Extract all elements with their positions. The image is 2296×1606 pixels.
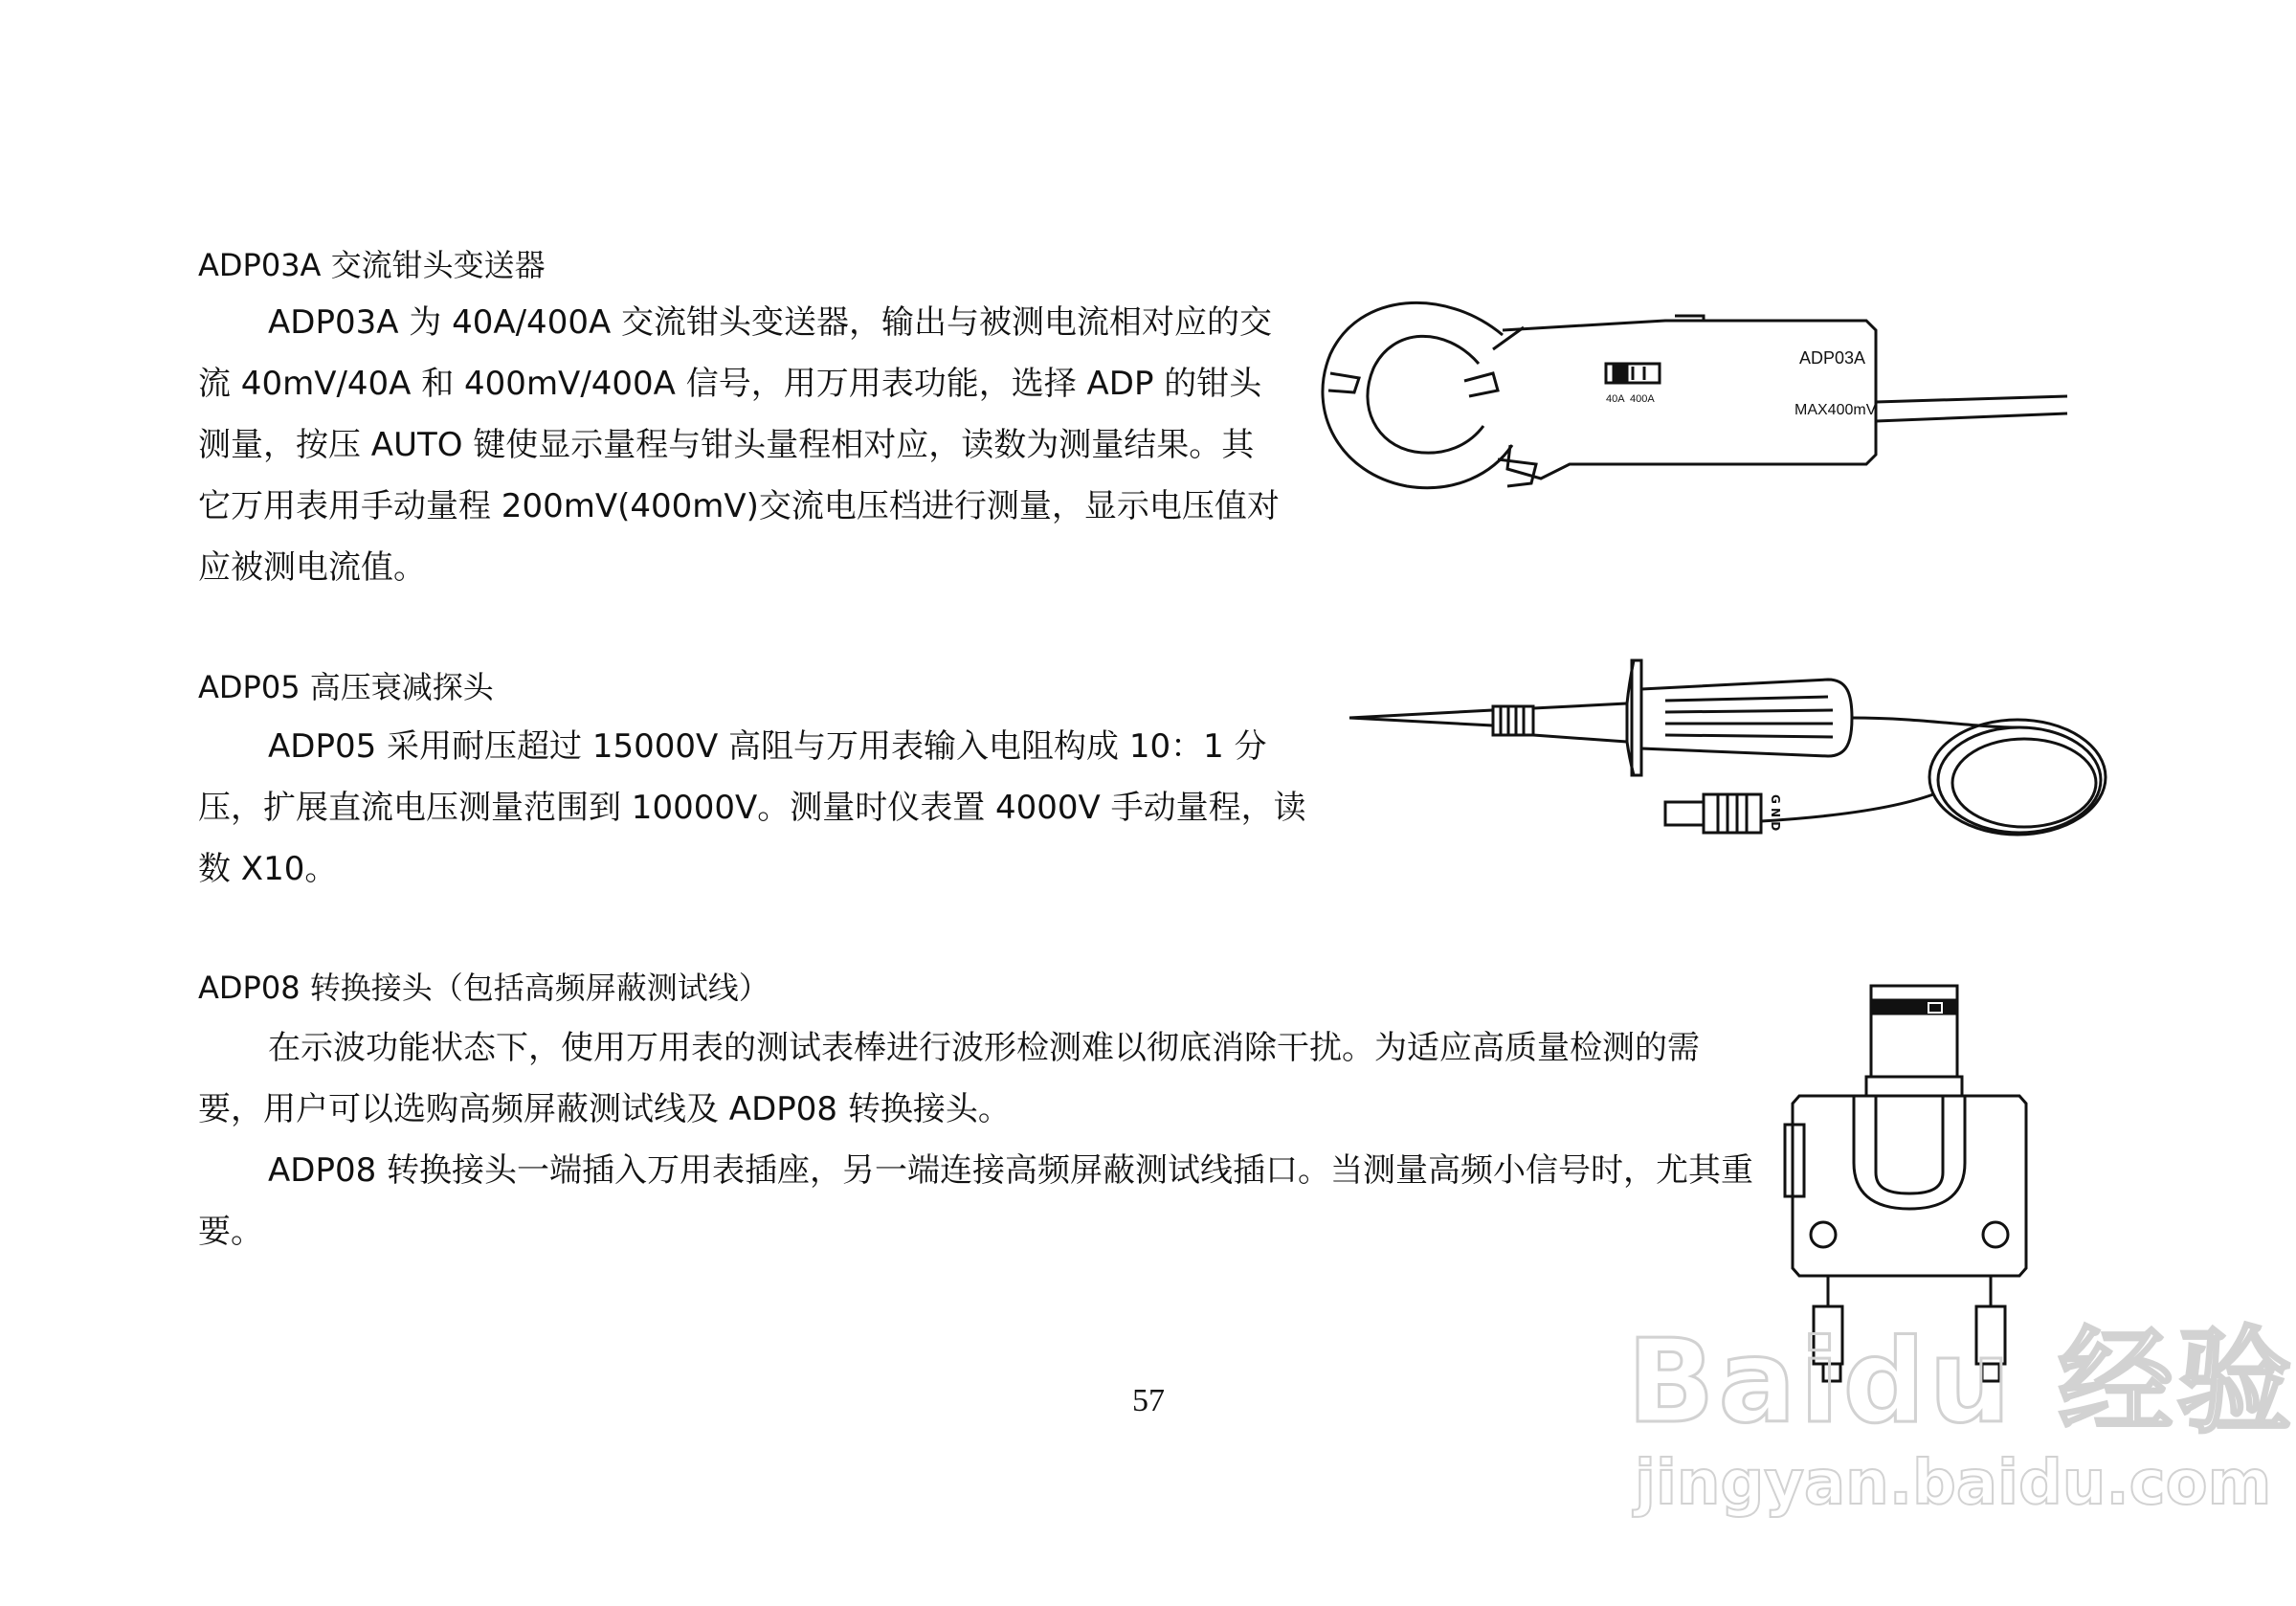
clamp-max-label: MAX400mV (1794, 402, 1877, 418)
section-body-adp08 (198, 1017, 1758, 1262)
paragraph: ADP05 采用耐压超过 15000V 高阻与万用表输入电阻构成 10：1 分压，扩展直流电压测量范围到 10000V。测量时仪表置 4000V 手动量程，读数 X10。 (198, 727, 1306, 888)
clamp-range-label-400a: 400A (1630, 393, 1655, 405)
section-heading-adp08: ADP08 转换接头（包括高频屏蔽测试线） (198, 970, 769, 1006)
paragraph: ADP03A 为 40A/400A 交流钳头变送器，输出与被测电流相对应的交流 40mV/40A 和 400mV/400A 信号，用万用表功能，选择 ADP 的钳头测量，按压 AUTO 键使显示量程与钳头量程相对应，读数为测量结果。其它万用表用手动量程 200mV(400mV)交流电压档进行测量，显示电压值对应被测电流值。 (198, 303, 1280, 587)
paragraph: ADP08 转换接头一端插入万用表插座，另一端连接高频屏蔽测试线插口。当测量高频小信号时，尤其重要。 (198, 1151, 1754, 1251)
baidu-watermark (1627, 1316, 2296, 1531)
watermark-url: jingyan.baidu.com (1635, 1448, 2272, 1519)
section-heading-adp05: ADP05 高压衰减探头 (198, 669, 494, 705)
high-voltage-probe-icon (1349, 651, 2115, 861)
page-number: 57 (1132, 1383, 1165, 1418)
section-heading-adp03a: ADP03A 交流钳头变送器 (198, 247, 546, 283)
watermark-logo: Baidu 经验 (1627, 1316, 2296, 1449)
section-body-adp03a (198, 292, 1280, 598)
section-body-adp05 (198, 716, 1323, 900)
clamp-range-label-40a: 40A (1606, 393, 1625, 405)
clamp-meter-icon (1302, 268, 2067, 517)
gnd-label: G N D (1769, 794, 1782, 832)
paragraph: 在示波功能状态下，使用万用表的测试表棒进行波形检测难以彻底消除干扰。为适应高质量检测的需要，用户可以选购高频屏蔽测试线及 ADP08 转换接头。 (198, 1029, 1700, 1128)
clamp-model-label: ADP03A (1799, 348, 1866, 368)
